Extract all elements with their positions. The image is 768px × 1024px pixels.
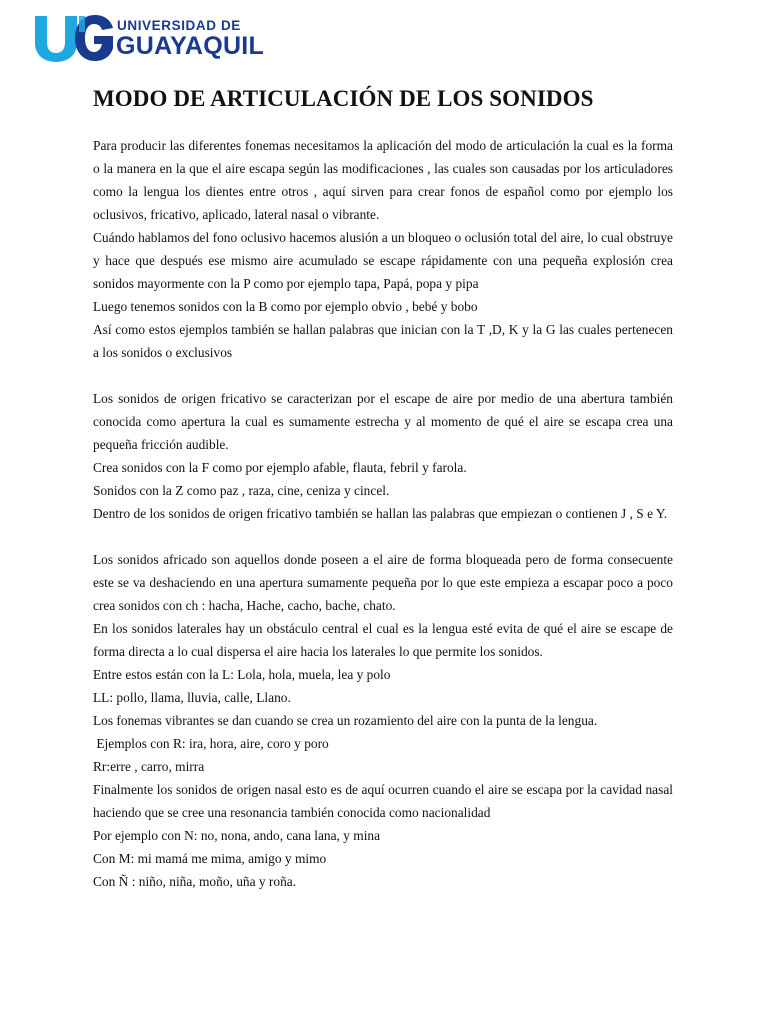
paragraph-spacer	[93, 525, 673, 548]
university-logo	[33, 12, 273, 64]
paragraph: Rr:erre , carro, mirra	[93, 759, 205, 774]
paragraph: Luego tenemos sonidos con la B como por ejemplo obvio , bebé y bobo	[93, 299, 478, 314]
page-title: MODO DE ARTICULACIÓN DE LOS SONIDOS	[93, 86, 594, 111]
paragraph: Cuándo hablamos del fono oclusivo hacemos alusión a un bloqueo o oclusión total del aire, lo cual obstruye y hace que después ese mismo aire acumulado se escape rápidamente con una pequeña explosión crea sonidos mayormente con la P como por ejemplo tapa, Papá, popa y pipa	[93, 230, 673, 291]
paragraph: Los fonemas vibrantes se dan cuando se crea un rozamiento del aire con la punta de la lengua.	[93, 713, 598, 728]
paragraph: Para producir las diferentes fonemas necesitamos la aplicación del modo de articulación la cual es la forma o la manera en la que el aire escapa según las modificaciones , las cuales son causadas por los articuladores como la lengua los dientes entre otros , aquí sirven para crear fonos de español como por ejemplo los oclusivos, fricativo, aplicado, lateral nasal o vibrante.	[93, 138, 673, 222]
paragraph: LL: pollo, llama, lluvia, calle, Llano.	[93, 690, 291, 705]
paragraph: Ejemplos con R: ira, hora, aire, coro y poro	[93, 736, 329, 751]
paragraph: Por ejemplo con N: no, nona, ando, cana lana, y mina	[93, 828, 381, 843]
logo-guayaquil-label: GUAYAQUIL	[116, 32, 265, 60]
paragraph: Crea sonidos con la F como por ejemplo afable, flauta, febril y farola.	[93, 460, 467, 475]
document-body	[93, 134, 673, 893]
ug-logo-icon	[33, 12, 115, 64]
paragraph: Con Ñ : niño, niña, moño, uña y roña.	[93, 874, 297, 889]
paragraph-spacer	[93, 364, 673, 387]
paragraph: Entre estos están con la L: Lola, hola, muela, lea y polo	[93, 667, 391, 682]
paragraph: Finalmente los sonidos de origen nasal esto es de aquí ocurren cuando el aire se escapa por la cavidad nasal haciendo que se cree una resonancia también conocida como nacionalidad	[93, 782, 673, 820]
paragraph: Con M: mi mamá me mima, amigo y mimo	[93, 851, 327, 866]
paragraph: Los sonidos de origen fricativo se caracterizan por el escape de aire por medio de una abertura también conocida como apertura la cual es sumamente estrecha y al momento de qué el aire se escapa crea una pequeña fricción audible.	[93, 391, 673, 452]
paragraph: Dentro de los sonidos de origen fricativo también se hallan las palabras que empiezan o contienen J , S e Y.	[93, 506, 668, 521]
paragraph: En los sonidos laterales hay un obstáculo central el cual es la lengua esté evita de qué el aire se escape de forma directa a lo cual dispersa el aire hacia los laterales lo que permite los sonidos.	[93, 621, 673, 659]
paragraph: Los sonidos africado son aquellos donde poseen a el aire de forma bloqueada pero de forma consecuente este se va deshaciendo en una apertura sumamente pequeña por lo que este empieza a escapar poco a poco crea sonidos con ch : hacha, Hache, cacho, bache, chato.	[93, 552, 673, 613]
logo-university-label: UNIVERSIDAD DE	[117, 18, 241, 33]
paragraph: Sonidos con la Z como paz , raza, cine, ceniza y cincel.	[93, 483, 390, 498]
paragraph: Así como estos ejemplos también se hallan palabras que inician con la T ,D, K y la G las cuales pertenecen a los sonidos o exclusivos	[93, 322, 673, 360]
